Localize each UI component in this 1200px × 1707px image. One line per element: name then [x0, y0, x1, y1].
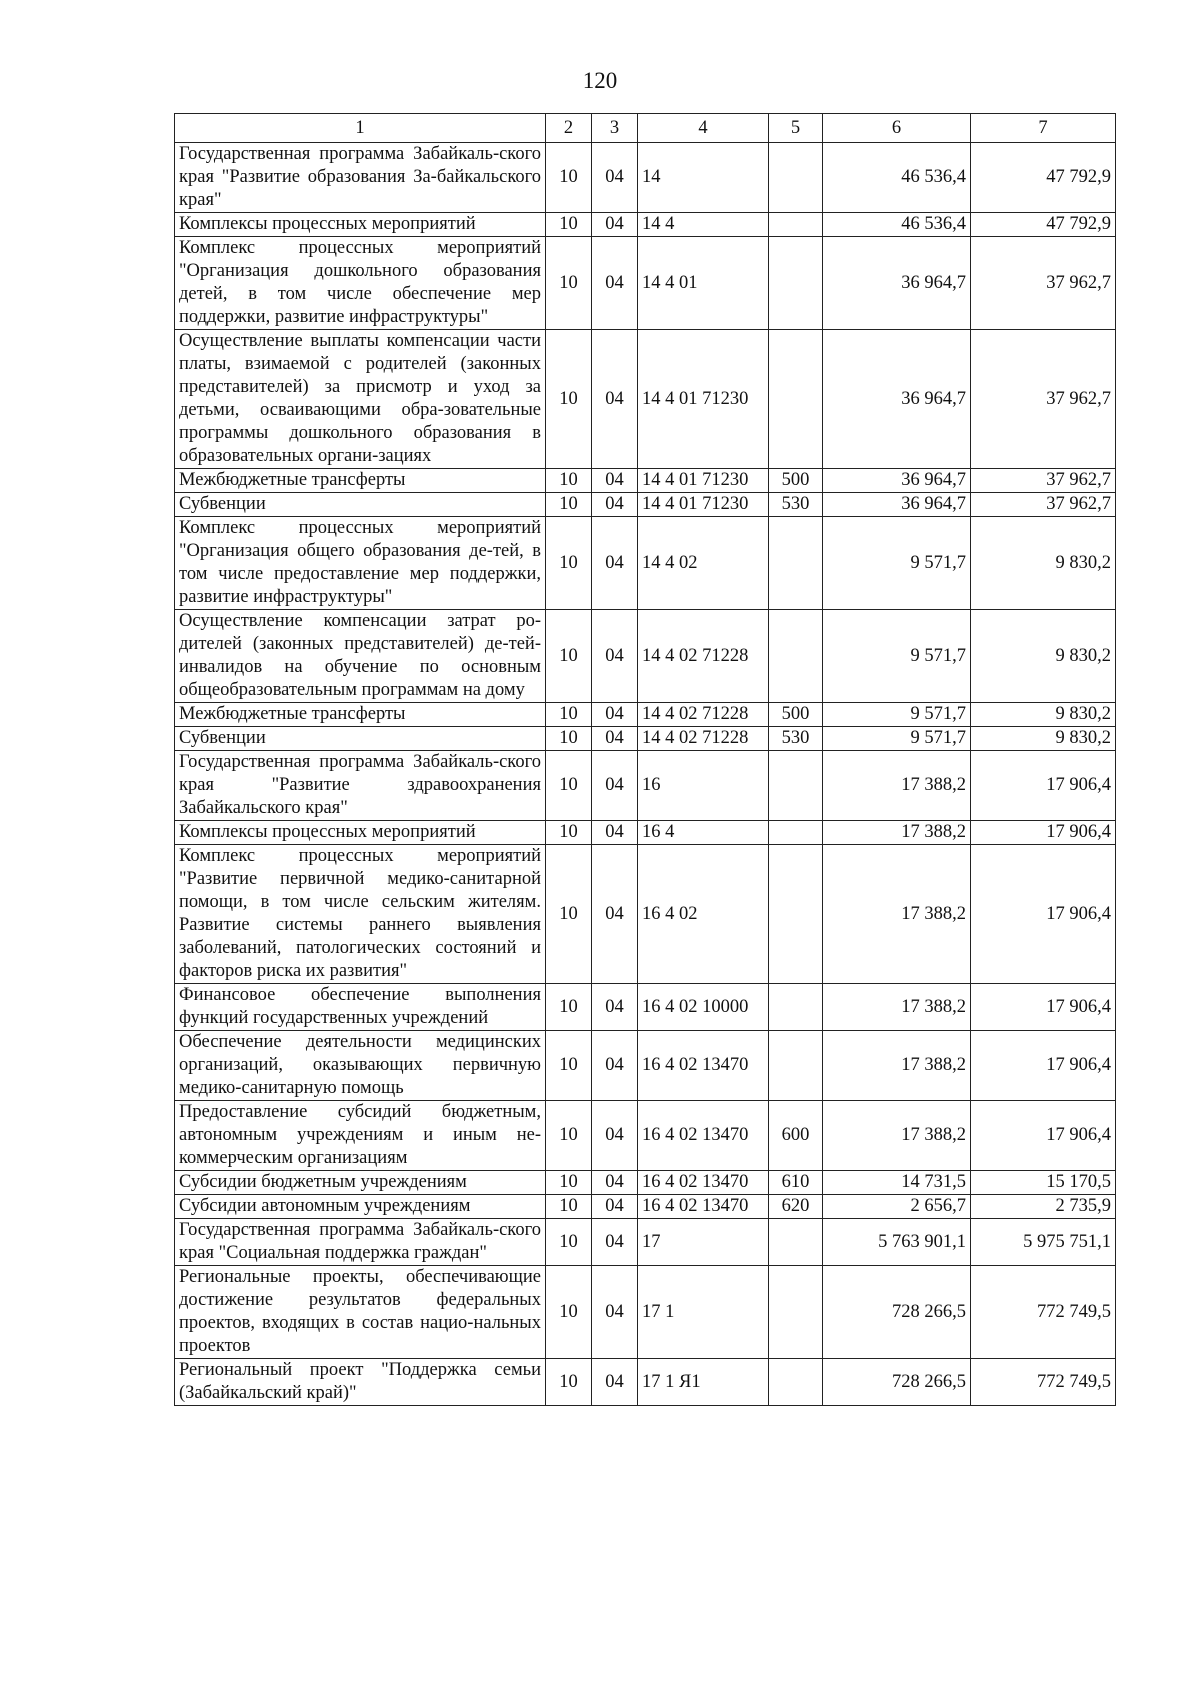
- table-row: [175, 469, 1116, 493]
- table-row: [175, 237, 1116, 330]
- header-col-5: 5: [769, 114, 823, 143]
- row-amount-year1: 36 964,7: [823, 469, 971, 493]
- row-subsection: 04: [592, 469, 638, 493]
- row-name: Государственная программа Забайкаль-ского края "Развитие образования За-байкальского края": [175, 143, 546, 213]
- row-name: Государственная программа Забайкаль-ского края "Социальная поддержка граждан": [175, 1219, 546, 1266]
- row-amount-year1: 2 656,7: [823, 1195, 971, 1219]
- row-target-code: 16 4 02 13470: [638, 1101, 769, 1171]
- row-section: 10: [546, 1195, 592, 1219]
- row-name: Осуществление компенсации затрат ро-дителей (законных представителей) де-тей-инвалидов на обучение по основным общеобразовательным программам на дому: [175, 610, 546, 703]
- header-col-3: 3: [592, 114, 638, 143]
- row-section: 10: [546, 1171, 592, 1195]
- row-target-code: 16 4: [638, 821, 769, 845]
- row-subsection: 04: [592, 330, 638, 469]
- row-expense-type: [769, 984, 823, 1031]
- header-col-1: 1: [175, 114, 546, 143]
- row-amount-year2: 37 962,7: [971, 493, 1116, 517]
- row-section: 10: [546, 213, 592, 237]
- row-target-code: 16: [638, 751, 769, 821]
- row-target-code: 14 4 02 71228: [638, 610, 769, 703]
- row-target-code: 17: [638, 1219, 769, 1266]
- row-subsection: 04: [592, 1171, 638, 1195]
- row-expense-type: [769, 1359, 823, 1406]
- header-row: [175, 114, 1116, 143]
- header-col-4: 4: [638, 114, 769, 143]
- row-subsection: 04: [592, 984, 638, 1031]
- row-section: 10: [546, 1101, 592, 1171]
- row-amount-year1: 9 571,7: [823, 703, 971, 727]
- table-row: [175, 493, 1116, 517]
- row-amount-year2: 17 906,4: [971, 821, 1116, 845]
- table-row: [175, 703, 1116, 727]
- table-row: [175, 610, 1116, 703]
- row-name: Осуществление выплаты компенсации части платы, взимаемой с родителей (законных представителей) за присмотр и уход за детьми, осваивающими обра-зовательные программы дошкольного образования в образовательных органи-зациях: [175, 330, 546, 469]
- row-expense-type: [769, 1219, 823, 1266]
- row-amount-year2: 17 906,4: [971, 1101, 1116, 1171]
- table-row: [175, 727, 1116, 751]
- row-expense-type: 530: [769, 493, 823, 517]
- row-target-code: 14 4 01 71230: [638, 330, 769, 469]
- row-name: Предоставление субсидий бюджетным, автономным учреждениям и иным не-коммерческим организациям: [175, 1101, 546, 1171]
- row-target-code: 17 1: [638, 1266, 769, 1359]
- row-amount-year2: 47 792,9: [971, 213, 1116, 237]
- row-expense-type: [769, 751, 823, 821]
- row-amount-year1: 728 266,5: [823, 1266, 971, 1359]
- table-row: [175, 845, 1116, 984]
- row-target-code: 16 4 02 13470: [638, 1195, 769, 1219]
- row-target-code: 14 4 01 71230: [638, 469, 769, 493]
- row-subsection: 04: [592, 727, 638, 751]
- row-amount-year1: 5 763 901,1: [823, 1219, 971, 1266]
- row-target-code: 16 4 02 10000: [638, 984, 769, 1031]
- row-section: 10: [546, 1031, 592, 1101]
- row-target-code: 14: [638, 143, 769, 213]
- row-expense-type: 610: [769, 1171, 823, 1195]
- row-amount-year2: 17 906,4: [971, 845, 1116, 984]
- row-amount-year2: 15 170,5: [971, 1171, 1116, 1195]
- row-subsection: 04: [592, 1219, 638, 1266]
- table-row: [175, 1171, 1116, 1195]
- table-row: [175, 1031, 1116, 1101]
- row-expense-type: 530: [769, 727, 823, 751]
- row-amount-year2: 9 830,2: [971, 517, 1116, 610]
- row-name: Комплексы процессных мероприятий: [175, 821, 546, 845]
- row-name: Региональный проект "Поддержка семьи (Забайкальский край)": [175, 1359, 546, 1406]
- row-expense-type: [769, 845, 823, 984]
- row-expense-type: [769, 237, 823, 330]
- row-amount-year1: 9 571,7: [823, 517, 971, 610]
- row-amount-year2: 17 906,4: [971, 984, 1116, 1031]
- row-section: 10: [546, 703, 592, 727]
- row-amount-year1: 17 388,2: [823, 751, 971, 821]
- row-target-code: 14 4 02 71228: [638, 727, 769, 751]
- table-row: [175, 1359, 1116, 1406]
- row-section: 10: [546, 237, 592, 330]
- row-name: Комплекс процессных мероприятий "Развитие первичной медико-санитарной помощи, в том числе сельским жителям. Развитие системы раннего выявления заболеваний, патологических состояний и факторов риска их развития": [175, 845, 546, 984]
- row-subsection: 04: [592, 493, 638, 517]
- row-amount-year1: 17 388,2: [823, 984, 971, 1031]
- table-row: [175, 1195, 1116, 1219]
- header-col-6: 6: [823, 114, 971, 143]
- row-subsection: 04: [592, 1031, 638, 1101]
- row-expense-type: 500: [769, 703, 823, 727]
- row-name: Государственная программа Забайкаль-ского края "Развитие здравоохранения Забайкальского края": [175, 751, 546, 821]
- row-amount-year2: 5 975 751,1: [971, 1219, 1116, 1266]
- row-subsection: 04: [592, 821, 638, 845]
- row-subsection: 04: [592, 703, 638, 727]
- budget-table: [174, 113, 1116, 1406]
- table-row: [175, 143, 1116, 213]
- row-amount-year2: 17 906,4: [971, 751, 1116, 821]
- table-row: [175, 984, 1116, 1031]
- row-subsection: 04: [592, 1359, 638, 1406]
- row-expense-type: [769, 330, 823, 469]
- row-expense-type: 500: [769, 469, 823, 493]
- row-amount-year1: 46 536,4: [823, 213, 971, 237]
- row-expense-type: 600: [769, 1101, 823, 1171]
- row-name: Субвенции: [175, 493, 546, 517]
- row-section: 10: [546, 1219, 592, 1266]
- row-section: 10: [546, 330, 592, 469]
- header-col-2: 2: [546, 114, 592, 143]
- row-target-code: 14 4 02: [638, 517, 769, 610]
- row-section: 10: [546, 1359, 592, 1406]
- row-expense-type: [769, 213, 823, 237]
- row-amount-year2: 772 749,5: [971, 1359, 1116, 1406]
- row-amount-year1: 728 266,5: [823, 1359, 971, 1406]
- row-section: 10: [546, 469, 592, 493]
- row-section: 10: [546, 821, 592, 845]
- table-row: [175, 821, 1116, 845]
- row-amount-year2: 37 962,7: [971, 237, 1116, 330]
- row-name: Субсидии бюджетным учреждениям: [175, 1171, 546, 1195]
- row-name: Межбюджетные трансферты: [175, 469, 546, 493]
- row-amount-year2: 37 962,7: [971, 330, 1116, 469]
- row-expense-type: [769, 610, 823, 703]
- row-amount-year1: 17 388,2: [823, 1031, 971, 1101]
- row-expense-type: [769, 821, 823, 845]
- row-name: Комплекс процессных мероприятий "Организация дошкольного образования детей, в том числе обеспечение мер поддержки, развитие инфраструктуры": [175, 237, 546, 330]
- table-row: [175, 1101, 1116, 1171]
- row-name: Комплексы процессных мероприятий: [175, 213, 546, 237]
- header-col-7: 7: [971, 114, 1116, 143]
- row-name: Межбюджетные трансферты: [175, 703, 546, 727]
- row-subsection: 04: [592, 845, 638, 984]
- row-section: 10: [546, 751, 592, 821]
- row-amount-year2: 9 830,2: [971, 703, 1116, 727]
- row-amount-year1: 46 536,4: [823, 143, 971, 213]
- row-section: 10: [546, 984, 592, 1031]
- row-subsection: 04: [592, 237, 638, 330]
- row-amount-year2: 772 749,5: [971, 1266, 1116, 1359]
- table-row: [175, 1219, 1116, 1266]
- row-amount-year1: 14 731,5: [823, 1171, 971, 1195]
- row-target-code: 14 4 01 71230: [638, 493, 769, 517]
- row-section: 10: [546, 610, 592, 703]
- row-amount-year2: 37 962,7: [971, 469, 1116, 493]
- row-name: Комплекс процессных мероприятий "Организация общего образования де-тей, в том числе предоставление мер поддержки, развитие инфраструктуры": [175, 517, 546, 610]
- row-target-code: 14 4 01: [638, 237, 769, 330]
- row-section: 10: [546, 517, 592, 610]
- row-target-code: 14 4 02 71228: [638, 703, 769, 727]
- row-section: 10: [546, 143, 592, 213]
- row-amount-year1: 9 571,7: [823, 727, 971, 751]
- row-expense-type: 620: [769, 1195, 823, 1219]
- row-section: 10: [546, 727, 592, 751]
- row-amount-year1: 36 964,7: [823, 237, 971, 330]
- row-amount-year1: 36 964,7: [823, 330, 971, 469]
- row-section: 10: [546, 845, 592, 984]
- row-amount-year1: 17 388,2: [823, 821, 971, 845]
- row-subsection: 04: [592, 610, 638, 703]
- table-row: [175, 517, 1116, 610]
- row-target-code: 16 4 02 13470: [638, 1031, 769, 1101]
- page-number: 120: [582, 68, 618, 93]
- row-name: Обеспечение деятельности медицинских организаций, оказывающих первичную медико-санитарную помощь: [175, 1031, 546, 1101]
- table-row: [175, 213, 1116, 237]
- row-expense-type: [769, 143, 823, 213]
- row-name: Региональные проекты, обеспечивающие достижение результатов федеральных проектов, входящих в состав нацио-нальных проектов: [175, 1266, 546, 1359]
- row-subsection: 04: [592, 1101, 638, 1171]
- row-section: 10: [546, 1266, 592, 1359]
- row-expense-type: [769, 1031, 823, 1101]
- row-name: Субвенции: [175, 727, 546, 751]
- row-amount-year2: 9 830,2: [971, 610, 1116, 703]
- row-name: Финансовое обеспечение выполнения функций государственных учреждений: [175, 984, 546, 1031]
- row-amount-year1: 17 388,2: [823, 1101, 971, 1171]
- table-row: [175, 1266, 1116, 1359]
- row-target-code: 17 1 Я1: [638, 1359, 769, 1406]
- row-amount-year1: 17 388,2: [823, 845, 971, 984]
- row-target-code: 14 4: [638, 213, 769, 237]
- row-subsection: 04: [592, 517, 638, 610]
- table-row: [175, 330, 1116, 469]
- row-amount-year2: 47 792,9: [971, 143, 1116, 213]
- row-target-code: 16 4 02: [638, 845, 769, 984]
- row-subsection: 04: [592, 1266, 638, 1359]
- row-amount-year1: 9 571,7: [823, 610, 971, 703]
- row-subsection: 04: [592, 143, 638, 213]
- table-row: [175, 751, 1116, 821]
- row-amount-year1: 36 964,7: [823, 493, 971, 517]
- row-amount-year2: 9 830,2: [971, 727, 1116, 751]
- row-amount-year2: 17 906,4: [971, 1031, 1116, 1101]
- row-amount-year2: 2 735,9: [971, 1195, 1116, 1219]
- row-target-code: 16 4 02 13470: [638, 1171, 769, 1195]
- row-name: Субсидии автономным учреждениям: [175, 1195, 546, 1219]
- row-subsection: 04: [592, 1195, 638, 1219]
- row-section: 10: [546, 493, 592, 517]
- row-subsection: 04: [592, 751, 638, 821]
- row-expense-type: [769, 517, 823, 610]
- row-subsection: 04: [592, 213, 638, 237]
- row-expense-type: [769, 1266, 823, 1359]
